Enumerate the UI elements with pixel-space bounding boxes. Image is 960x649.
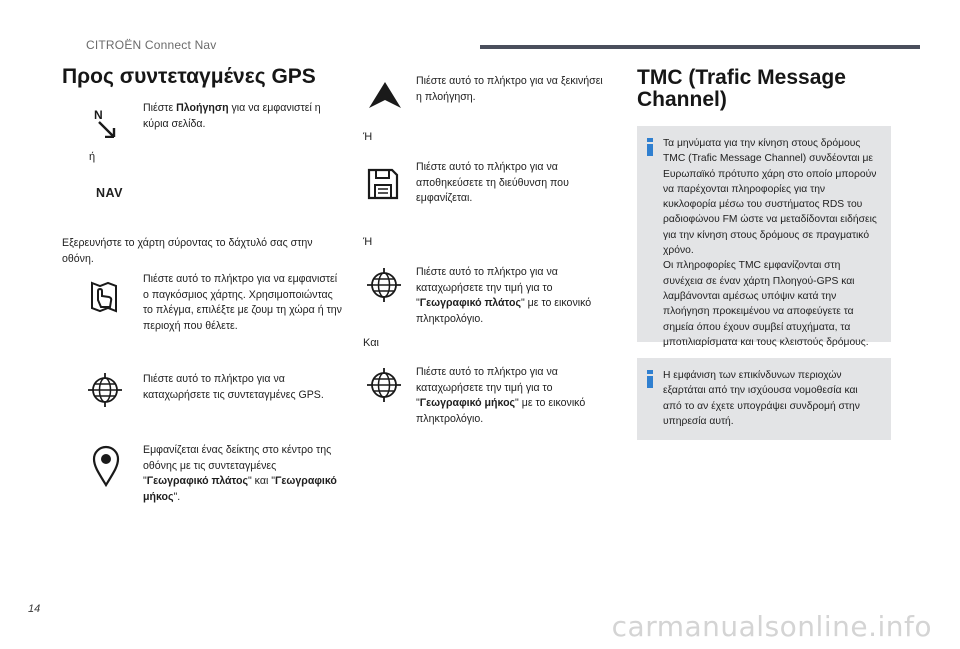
or-label: Ή: [363, 131, 373, 143]
svg-text:N: N: [94, 108, 103, 122]
section-heading-gps: Προς συντεταγμένες GPS: [62, 65, 316, 88]
globe-crosshair-icon: [88, 373, 122, 407]
or-label: Ή: [363, 236, 373, 248]
gps-step4-text: Εμφανίζεται ένας δείκτης στο κέντρο της οθόνης με τις συντεταγμένες "Γεωγραφικό πλάτος" και "Γεωγραφικό μήκος".: [143, 444, 337, 503]
hand-map-icon: [89, 280, 119, 314]
globe-crosshair-icon: [367, 268, 401, 302]
start-nav-text: Πιέστε αυτό το πλήκτρο για να ξεκινήσει η πλοήγηση.: [416, 75, 603, 103]
info-icon: [646, 370, 654, 393]
dangerous-zones-note-text: Η εμφάνιση των επικίνδυνων περιοχών εξαρτάται από την ισχύουσα νομοθεσία και από το αν έχετε υπογράψει συνδρομή στην υπηρεσία αυτή.: [663, 370, 860, 427]
and-label: Και: [363, 337, 380, 349]
nav-key-label: NAV: [96, 186, 123, 200]
section-heading-tmc: TMC (Trafic Message Channel): [637, 66, 846, 111]
navigation-arrow-icon: [367, 80, 403, 110]
gps-step2-text: Πιέστε αυτό το πλήκτρο για να εμφανιστεί ο παγκόσμιος χάρτης. Χρησιμοποιώντας το πλέγμα, επιλέξτε με ζουμ τη χώρα ή την περιοχή που θέλετε.: [143, 273, 342, 332]
info-note-dangerous-zones: [637, 358, 891, 440]
location-pin-icon: [92, 445, 120, 487]
header-title: CITROËN Connect Nav: [86, 38, 217, 52]
page-number: 14: [28, 603, 41, 615]
longitude-text: Πιέστε αυτό το πλήκτρο για να καταχωρήσετε την τιμή για το "Γεωγραφικό μήκος" με το εικονικό πληκτρολόγιο.: [416, 366, 586, 425]
or-label: ή: [89, 151, 96, 163]
north-arrow-icon: [94, 108, 120, 138]
info-note-tmc: [637, 126, 891, 348]
latitude-text: Πιέστε αυτό το πλήκτρο για να καταχωρήσετε την τιμή για το "Γεωγραφικό πλάτος" με το εικονικό πληκτρολόγιο.: [416, 266, 592, 325]
save-disk-icon: [366, 167, 400, 201]
watermark: carmanualsonline.info: [611, 610, 932, 643]
save-address-text: Πιέστε αυτό το πλήκτρο για να αποθηκεύσετε τη διεύθυνση που εμφανίζεται.: [416, 161, 569, 204]
globe-crosshair-icon: [367, 368, 401, 402]
tmc-note-paragraph-2: Οι πληροφορίες TMC εμφανίζονται στη συνέχεια σε έναν χάρτη Πλοηγού-GPS και λαμβάνονται αμέσως υπόψιν κατά την πλοήγηση προκειμένου να αποφεύγετε τα σημεία όπου έχουν συμβεί ατυχήματα, τα μποτιλιαρίσματα και τους κλειστούς δρόμους.: [663, 260, 869, 348]
gps-step3-text: Πιέστε αυτό το πλήκτρο για να καταχωρήσετε τις συντεταγμένες GPS.: [143, 373, 324, 401]
header-bar: [480, 45, 920, 49]
tmc-note-paragraph-1: Τα μηνύματα για την κίνηση στους δρόμους TMC (Trafic Message Channel) συνδέονται με Ευρωπαϊκό πρότυπο χάρη στο οποίο μπορούν να παρέχονται πληροφορίες για την κυκλοφορία μέσω του συστήματος RDS του ραδιοφώνου FM ώστε να μεταδίδονται ειδήσεις για την κίνηση στους δρόμους σε πραγματικό χρόνο.: [663, 138, 877, 257]
info-icon: [646, 138, 654, 161]
gps-step1-text: Πιέστε Πλοήγηση για να εμφανιστεί η κύρια σελίδα.: [143, 102, 321, 130]
gps-explore-text: Εξερευνήστε το χάρτη σύροντας το δάχτυλό σας στην οθόνη.: [62, 237, 313, 265]
